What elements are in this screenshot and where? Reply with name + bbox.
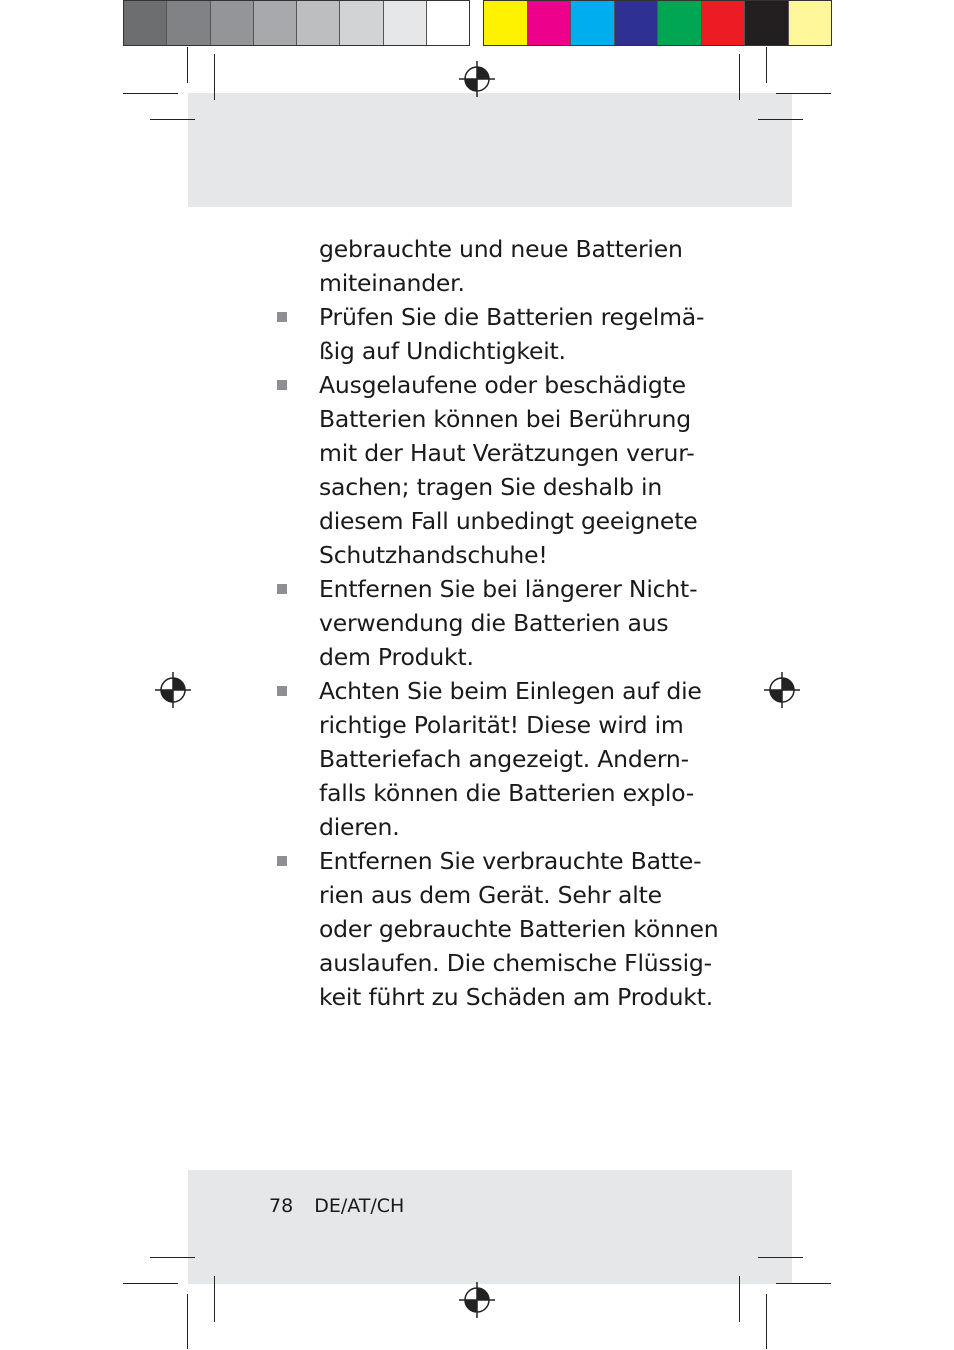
- text-line: mit der Haut Verätzungen verur-: [319, 439, 695, 467]
- header-band: [188, 93, 792, 207]
- text-line: falls können die Batterien explo-: [319, 779, 695, 807]
- color-calibration-bar: [483, 0, 832, 46]
- color-swatch: [124, 1, 167, 45]
- text-line: Ausgelaufene oder beschädigte: [319, 371, 686, 399]
- crop-mark: [776, 1283, 831, 1284]
- text-line: Entfernen Sie verbrauchte Batte-: [319, 847, 702, 875]
- registration-mark-icon: [459, 61, 495, 97]
- text-line: oder gebrauchte Batterien können: [319, 915, 719, 943]
- text-line: diesem Fall unbedingt geeignete: [319, 507, 698, 535]
- page-number: 78: [269, 1195, 294, 1217]
- color-swatch: [745, 1, 789, 45]
- registration-mark-icon: [155, 672, 191, 708]
- grayscale-calibration-bar: [123, 0, 470, 46]
- crop-mark: [187, 1294, 188, 1349]
- color-swatch: [167, 1, 210, 45]
- square-bullet-icon: [277, 584, 287, 594]
- color-swatch: [340, 1, 383, 45]
- text-line: richtige Polarität! Diese wird im: [319, 711, 684, 739]
- crop-mark: [758, 119, 803, 120]
- crop-mark: [123, 93, 178, 94]
- text-line: ßig auf Undichtigkeit.: [319, 337, 566, 365]
- text-line: rien aus dem Gerät. Sehr alte: [319, 881, 662, 909]
- crop-mark: [214, 1276, 215, 1322]
- safety-instructions: [270, 232, 719, 1014]
- color-swatch: [571, 1, 615, 45]
- square-bullet-icon: [277, 380, 287, 390]
- square-bullet-icon: [277, 312, 287, 322]
- text-line: sachen; tragen Sie deshalb in: [319, 473, 663, 501]
- list-item: [270, 572, 698, 674]
- text-line: dem Produkt.: [319, 643, 474, 671]
- list-item: [270, 368, 698, 572]
- list-item: [270, 232, 690, 300]
- crop-mark: [766, 1294, 767, 1349]
- text-line: auslaufen. Die chemische Flüssig-: [319, 949, 712, 977]
- square-bullet-icon: [277, 686, 287, 696]
- crop-mark: [739, 54, 740, 100]
- color-swatch: [297, 1, 340, 45]
- text-line: Batteriefach angezeigt. Andern-: [319, 745, 689, 773]
- text-line: Schutzhandschuhe!: [319, 541, 548, 569]
- text-line: Achten Sie beim Einlegen auf die: [319, 677, 702, 705]
- text-line: keit führt zu Schäden am Produkt.: [319, 983, 713, 1011]
- crop-mark: [758, 1257, 803, 1258]
- crop-mark: [123, 1283, 178, 1284]
- text-line: Prüfen Sie die Batterien regelmä-: [319, 303, 705, 331]
- color-swatch: [484, 1, 528, 45]
- registration-mark-icon: [459, 1282, 495, 1318]
- crop-mark: [776, 93, 831, 94]
- crop-mark: [187, 47, 188, 83]
- color-swatch: [211, 1, 254, 45]
- text-line: dieren.: [319, 813, 400, 841]
- crop-mark: [766, 47, 767, 83]
- text-line: verwendung die Batterien aus: [319, 609, 669, 637]
- color-swatch: [658, 1, 702, 45]
- crop-mark: [150, 119, 195, 120]
- color-swatch: [528, 1, 572, 45]
- list-item: [270, 300, 705, 368]
- text-line: Entfernen Sie bei längerer Nicht-: [319, 575, 698, 603]
- list-item: [270, 674, 702, 844]
- color-swatch: [615, 1, 659, 45]
- region-label: DE/AT/CH: [314, 1195, 405, 1217]
- color-swatch: [384, 1, 427, 45]
- text-line: miteinander.: [319, 269, 465, 297]
- color-swatch: [702, 1, 746, 45]
- text-line: Batterien können bei Berührung: [319, 405, 691, 433]
- text-line: gebrauchte und neue Batterien: [319, 235, 683, 263]
- footer-band: [188, 1170, 792, 1284]
- color-swatch: [254, 1, 297, 45]
- crop-mark: [214, 54, 215, 100]
- color-swatch: [789, 1, 832, 45]
- crop-mark: [150, 1257, 195, 1258]
- color-swatch: [427, 1, 469, 45]
- crop-mark: [739, 1276, 740, 1322]
- registration-mark-icon: [764, 672, 800, 708]
- square-bullet-icon: [277, 856, 287, 866]
- list-item: [270, 844, 719, 1014]
- page-footer: [269, 1193, 404, 1219]
